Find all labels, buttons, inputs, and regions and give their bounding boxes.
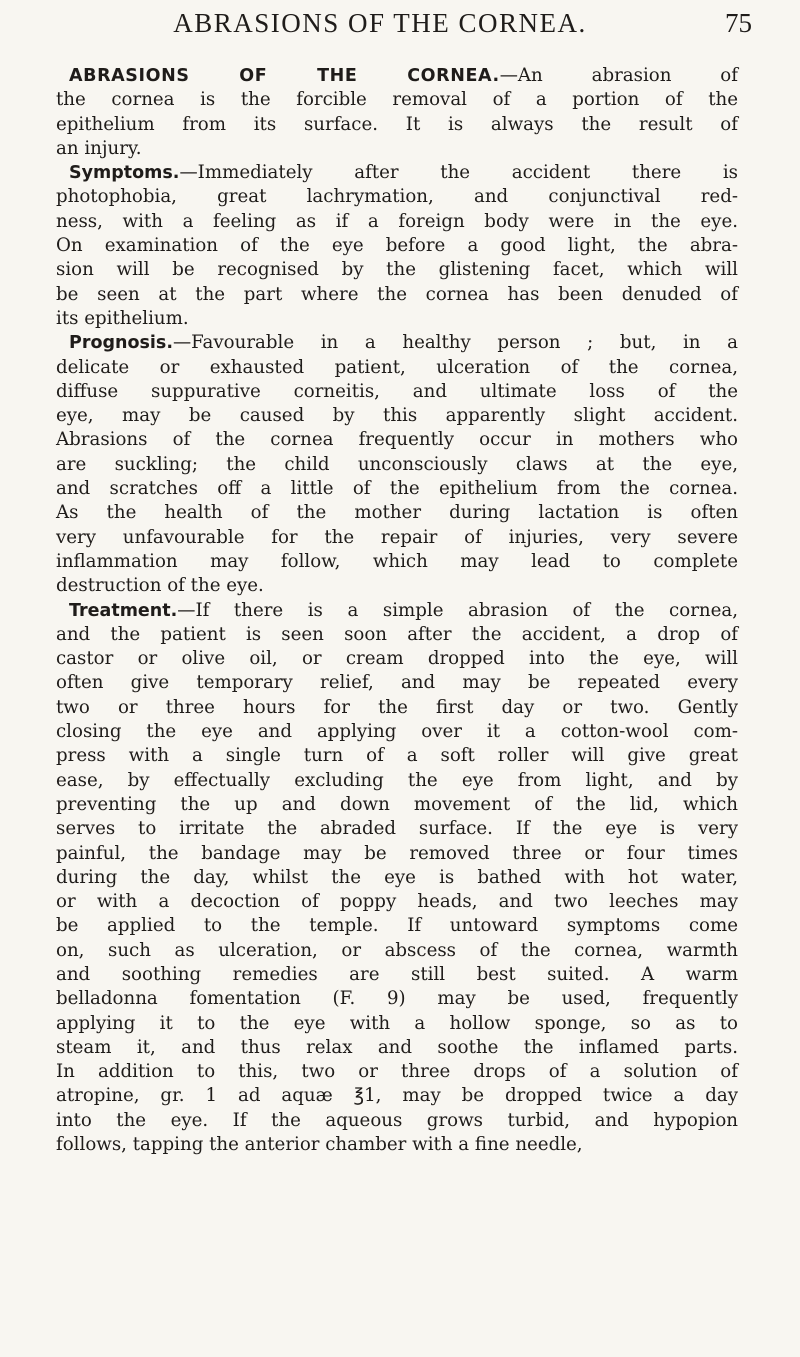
text-line xyxy=(56,404,738,428)
line-text: belladonna fomentation (F. 9) may be used, frequently xyxy=(56,988,738,1010)
line-text: On examination of the eye before a good light, the abra- xyxy=(56,235,738,257)
text-line xyxy=(56,453,738,477)
section-lead: Prognosis. xyxy=(69,333,173,354)
line-text: press with a single turn of a soft roller will give great xyxy=(56,745,738,767)
line-text: and soothing remedies are still best suited. A warm xyxy=(56,963,738,985)
text-line xyxy=(56,64,738,88)
text-line xyxy=(56,1133,738,1157)
text-line xyxy=(56,963,738,987)
text-line xyxy=(56,356,738,380)
line-text: —Favourable in a healthy person ; but, in a xyxy=(172,332,738,354)
text-line xyxy=(56,744,738,768)
line-text: epithelium from its surface. It is always the result of xyxy=(56,113,738,135)
line-text: serves to irritate the abraded surface. If the eye is very xyxy=(56,818,738,840)
line-text: during the day, whilst the eye is bathed with hot water, xyxy=(56,866,738,888)
line-text: closing the eye and applying over it a cotton-wool com- xyxy=(56,721,738,743)
text-line xyxy=(56,526,738,550)
line-text: painful, the bandage may be removed three or four times xyxy=(56,842,738,864)
text-line xyxy=(56,113,738,137)
line-text: —Immediately after the accident there is xyxy=(179,162,738,184)
section-lead: Treatment. xyxy=(69,600,178,621)
text-line xyxy=(56,939,738,963)
running-title: ABRASIONS OF THE CORNEA. xyxy=(173,8,587,38)
text-line xyxy=(56,210,738,234)
text-line xyxy=(56,671,738,695)
text-line xyxy=(56,428,738,452)
line-text: As the health of the mother during lactation is often xyxy=(56,502,738,524)
text-line xyxy=(56,185,738,209)
line-text: into the eye. If the aqueous grows turbid, and hypopion xyxy=(56,1109,738,1131)
section-lead: Symptoms. xyxy=(69,163,180,184)
text-line xyxy=(56,599,738,623)
text-line xyxy=(56,1036,738,1060)
line-text: follows, tapping the anterior chamber with a fine needle, xyxy=(56,1134,583,1156)
line-text: ness, with a feeling as if a foreign body were in the eye. xyxy=(56,210,738,232)
text-line xyxy=(56,866,738,890)
line-text: or with a decoction of poppy heads, and two leeches may xyxy=(56,891,738,913)
section-lead: ABRASIONS OF THE CORNEA. xyxy=(69,66,500,86)
line-text: destruction of the eye. xyxy=(56,575,264,597)
line-text: are suckling; the child unconsciously claws at the eye, xyxy=(56,453,738,475)
line-text: preventing the up and down movement of the lid, which xyxy=(56,793,738,815)
text-line xyxy=(56,161,738,185)
text-line xyxy=(56,234,738,258)
text-line xyxy=(56,1012,738,1036)
line-text: and scratches off a little of the epithelium from the cornea. xyxy=(56,478,738,500)
text-line xyxy=(56,1060,738,1084)
line-text: its epithelium. xyxy=(56,307,189,329)
text-line xyxy=(56,1084,738,1108)
line-text: two or three hours for the first day or two. Gently xyxy=(56,696,738,718)
text-line xyxy=(56,817,738,841)
text-line xyxy=(56,623,738,647)
page-number: 75 xyxy=(725,8,752,38)
line-text: In addition to this, two or three drops of a solution of xyxy=(56,1061,738,1083)
text-line xyxy=(56,842,738,866)
text-line xyxy=(56,258,738,282)
line-text: atropine, gr. 1 ad aquæ ℥1, may be dropped twice a day xyxy=(56,1085,738,1107)
line-text: delicate or exhausted patient, ulceration of the cornea, xyxy=(56,356,738,378)
line-text: and the patient is seen soon after the accident, a drop of xyxy=(56,623,738,645)
line-text: eye, may be caused by this apparently slight accident. xyxy=(56,405,738,427)
line-text: Abrasions of the cornea frequently occur in mothers who xyxy=(56,429,738,451)
text-line xyxy=(56,890,738,914)
line-text: —If there is a simple abrasion of the cornea, xyxy=(177,599,738,621)
line-text: ease, by effectually excluding the eye from light, and by xyxy=(56,769,738,791)
line-text: on, such as ulceration, or abscess of the cornea, warmth xyxy=(56,939,738,961)
text-line xyxy=(56,987,738,1011)
text-line xyxy=(56,307,738,331)
text-line xyxy=(56,380,738,404)
text-line xyxy=(56,1109,738,1133)
text-line xyxy=(56,696,738,720)
text-line xyxy=(56,793,738,817)
line-text: sion will be recognised by the glistening facet, which will xyxy=(56,259,738,281)
text-line xyxy=(56,331,738,355)
text-line xyxy=(56,574,738,598)
line-text: —An abrasion of xyxy=(499,65,738,86)
line-text: inflammation may follow, which may lead to complete xyxy=(56,550,738,572)
line-text: applying it to the eye with a hollow sponge, so as to xyxy=(56,1012,738,1034)
line-text: an injury. xyxy=(56,137,142,159)
text-line xyxy=(56,283,738,307)
line-text: very unfavourable for the repair of injuries, very severe xyxy=(56,526,738,548)
text-line xyxy=(56,769,738,793)
text-line xyxy=(56,88,738,112)
text-line xyxy=(56,647,738,671)
text-line xyxy=(56,550,738,574)
text-line xyxy=(56,501,738,525)
text-line xyxy=(56,137,738,161)
line-text: diffuse suppurative corneitis, and ultimate loss of the xyxy=(56,380,738,402)
text-line xyxy=(56,914,738,938)
line-text: be applied to the temple. If untoward symptoms come xyxy=(56,915,738,937)
line-text: be seen at the part where the cornea has been denuded of xyxy=(56,283,738,305)
line-text: steam it, and thus relax and soothe the inflamed parts. xyxy=(56,1036,738,1058)
line-text: the cornea is the forcible removal of a portion of the xyxy=(56,89,738,111)
body-text xyxy=(56,64,738,1157)
line-text: photophobia, great lachrymation, and conjunctival red- xyxy=(56,186,738,208)
text-line xyxy=(56,720,738,744)
line-text: often give temporary relief, and may be repeated every xyxy=(56,672,738,694)
line-text: castor or olive oil, or cream dropped into the eye, will xyxy=(56,648,738,670)
text-line xyxy=(56,477,738,501)
running-head xyxy=(0,8,800,58)
